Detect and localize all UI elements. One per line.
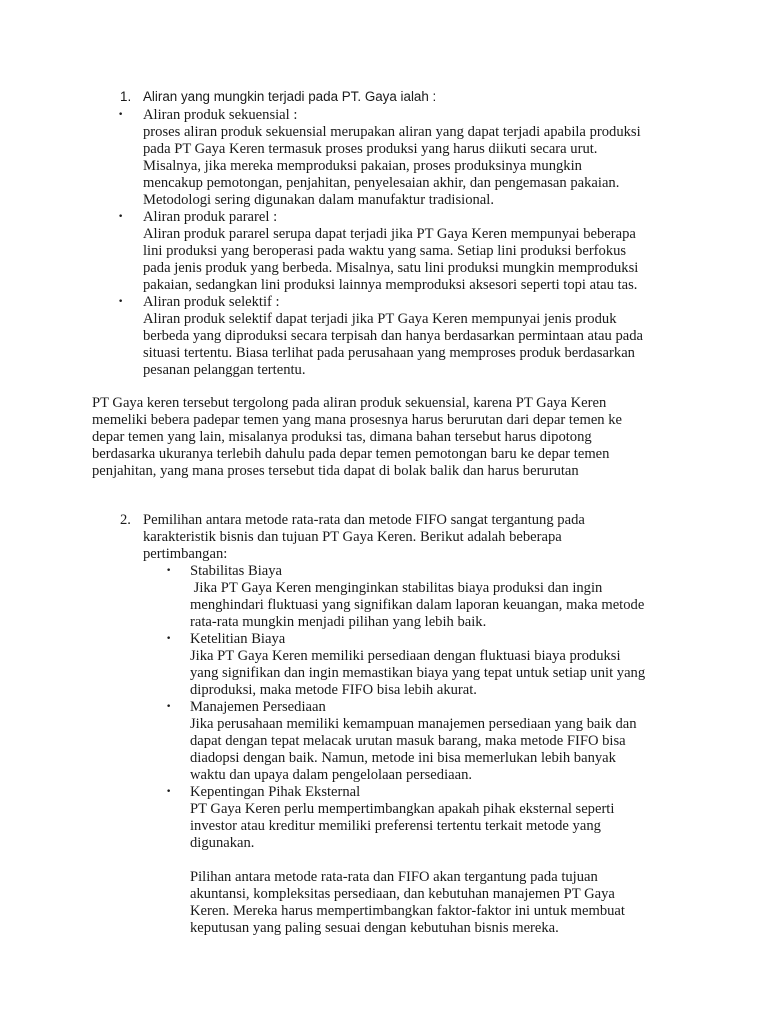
list-item-title: Ketelitian Biaya: [190, 631, 286, 647]
paragraph-line: PT Gaya keren tersebut tergolong pada aliran produk sekuensial, karena PT Gaya Keren: [92, 395, 607, 411]
paragraph-line: akuntansi, kompleksitas persediaan, dan kebutuhan manajemen PT Gaya: [190, 886, 615, 903]
paragraph-line: depar temen yang lain, misalanya produksi tas, dimana bahan tersebut harus dipotong: [92, 429, 592, 446]
list-item: [190, 784, 614, 852]
list-item-line: yang signifikan dan ingin memastikan biaya yang tepat untuk setiap unit yang: [190, 665, 646, 682]
paragraph-line: penjahitan, yang mana proses tersebut tida dapat di bolak balik dan harus berurutan: [92, 463, 579, 480]
list-item-line: Jika PT Gaya Keren menginginkan stabilitas biaya produksi dan ingin: [190, 580, 603, 597]
paragraph-line: karakteristik bisnis dan tujuan PT Gaya Keren. Berikut adalah beberapa: [143, 529, 562, 546]
bullet-icon: •: [118, 110, 124, 120]
paragraph-line: Pemilihan antara metode rata-rata dan metode FIFO sangat tergantung pada: [143, 512, 585, 528]
list-item: [143, 294, 643, 379]
list-item-line: waktu dan upaya dalam pengelolaan persediaan.: [190, 767, 473, 784]
list-item-line: menghindari fluktuasi yang signifikan dalam laporan keuangan, maka metode: [190, 597, 645, 614]
bullet-icon: •: [118, 212, 124, 222]
list-item-line: proses aliran produk sekuensial merupakan aliran yang dapat terjadi apabila produksi: [143, 124, 641, 141]
list-item-line: Metodologi sering digunakan dalam manufaktur tradisional.: [143, 192, 494, 209]
bullet-icon: •: [166, 634, 172, 644]
list-item-line: diproduksi, maka metode FIFO bisa lebih akurat.: [190, 682, 477, 699]
list-item-title: Aliran produk sekuensial :: [143, 107, 298, 123]
bullet-icon: •: [166, 787, 172, 797]
list-item-line: pakaian, sedangkan lini produksi lainnya memproduksi aksesori seperti topi atau tas.: [143, 277, 638, 294]
bullet-icon: •: [118, 297, 124, 307]
list-item-title: Kepentingan Pihak Eksternal: [190, 784, 361, 800]
list-item-line: Aliran produk selektif dapat terjadi jika PT Gaya Keren mempunyai jenis produk: [143, 311, 617, 328]
paragraph-line: Keren. Mereka harus mempertimbangkan faktor-faktor ini untuk membuat: [190, 903, 625, 920]
list-item-line: lini produksi yang beroperasi pada waktu yang sama. Setiap lini produksi berfokus: [143, 243, 627, 260]
paragraph-line: keputusan yang paling sesuai dengan kebutuhan bisnis mereka.: [190, 920, 559, 937]
list-item-line: dapat dengan tepat melacak urutan masuk barang, maka metode FIFO bisa: [190, 733, 626, 750]
section-2-number: 2.: [120, 512, 131, 528]
section-1-heading: Aliran yang mungkin terjadi pada PT. Gaya ialah :: [143, 89, 437, 104]
list-item-line: pesanan pelanggan tertentu.: [143, 362, 306, 379]
list-item: [143, 107, 641, 210]
list-item-line: pada PT Gaya Keren termasuk proses produksi yang harus diikuti secara urut.: [143, 141, 598, 158]
list-item-line: diadopsi dengan baik. Namun, metode ini bisa memerlukan lebih banyak: [190, 750, 616, 767]
list-item-title: Stabilitas Biaya: [190, 563, 283, 579]
list-item-line: Aliran produk pararel serupa dapat terjadi jika PT Gaya Keren mempunyai beberapa: [143, 226, 636, 243]
list-item: [190, 699, 637, 784]
list-item-line: pada jenis produk yang berbeda. Misalnya, satu lini produksi mungkin memproduksi: [143, 260, 639, 277]
list-item-line: rata-rata mungkin menjadi pilihan yang lebih baik.: [190, 614, 487, 631]
list-item-title: Manajemen Persediaan: [190, 699, 326, 715]
list-item-line: mencakup pemotongan, penjahitan, penyelesaian akhir, dan pengemasan pakaian.: [143, 175, 620, 192]
list-item-title: Aliran produk pararel :: [143, 209, 278, 225]
list-item-line: situasi tertentu. Biasa terlihat pada perusahaan yang memproses produk berdasarkan: [143, 345, 635, 362]
paragraph-line: berdasarka ukuranya terlebih dahulu pada depar temen pemotongan baru ke depar temen: [92, 446, 610, 463]
closing-paragraph: [190, 869, 625, 937]
list-item: [143, 209, 638, 294]
list-item-line: Jika perusahaan memiliki kemampuan manajemen persediaan yang baik dan: [190, 716, 637, 733]
list-item: [190, 563, 644, 631]
bullet-icon: •: [166, 702, 172, 712]
list-item-title: Aliran produk selektif :: [143, 294, 280, 310]
bullet-icon: •: [166, 566, 172, 576]
conclusion-paragraph: [92, 395, 622, 480]
list-item: [190, 631, 645, 699]
list-item-line: digunakan.: [190, 835, 255, 852]
section-1-number: 1.: [120, 89, 132, 104]
list-item-line: berbeda yang diproduksi secara terpisah dan hanya berdasarkan permintaan atau pada: [143, 328, 644, 345]
paragraph-line: memeliki bebera padepar temen yang mana prosesnya harus berurutan dari depar temen ke: [92, 412, 623, 429]
list-item-line: investor atau kreditur memiliki preferensi tertentu terkait metode yang: [190, 818, 601, 835]
section-2-intro: [143, 512, 585, 563]
paragraph-line: pertimbangan:: [143, 546, 228, 563]
list-item-line: Jika PT Gaya Keren memiliki persediaan dengan fluktuasi biaya produksi: [190, 648, 621, 665]
list-item-line: PT Gaya Keren perlu mempertimbangkan apakah pihak eksternal seperti: [190, 801, 615, 818]
paragraph-line: Pilihan antara metode rata-rata dan FIFO akan tergantung pada tujuan: [190, 869, 598, 885]
list-item-line: Misalnya, jika mereka memproduksi pakaian, proses produksinya mungkin: [143, 158, 582, 175]
